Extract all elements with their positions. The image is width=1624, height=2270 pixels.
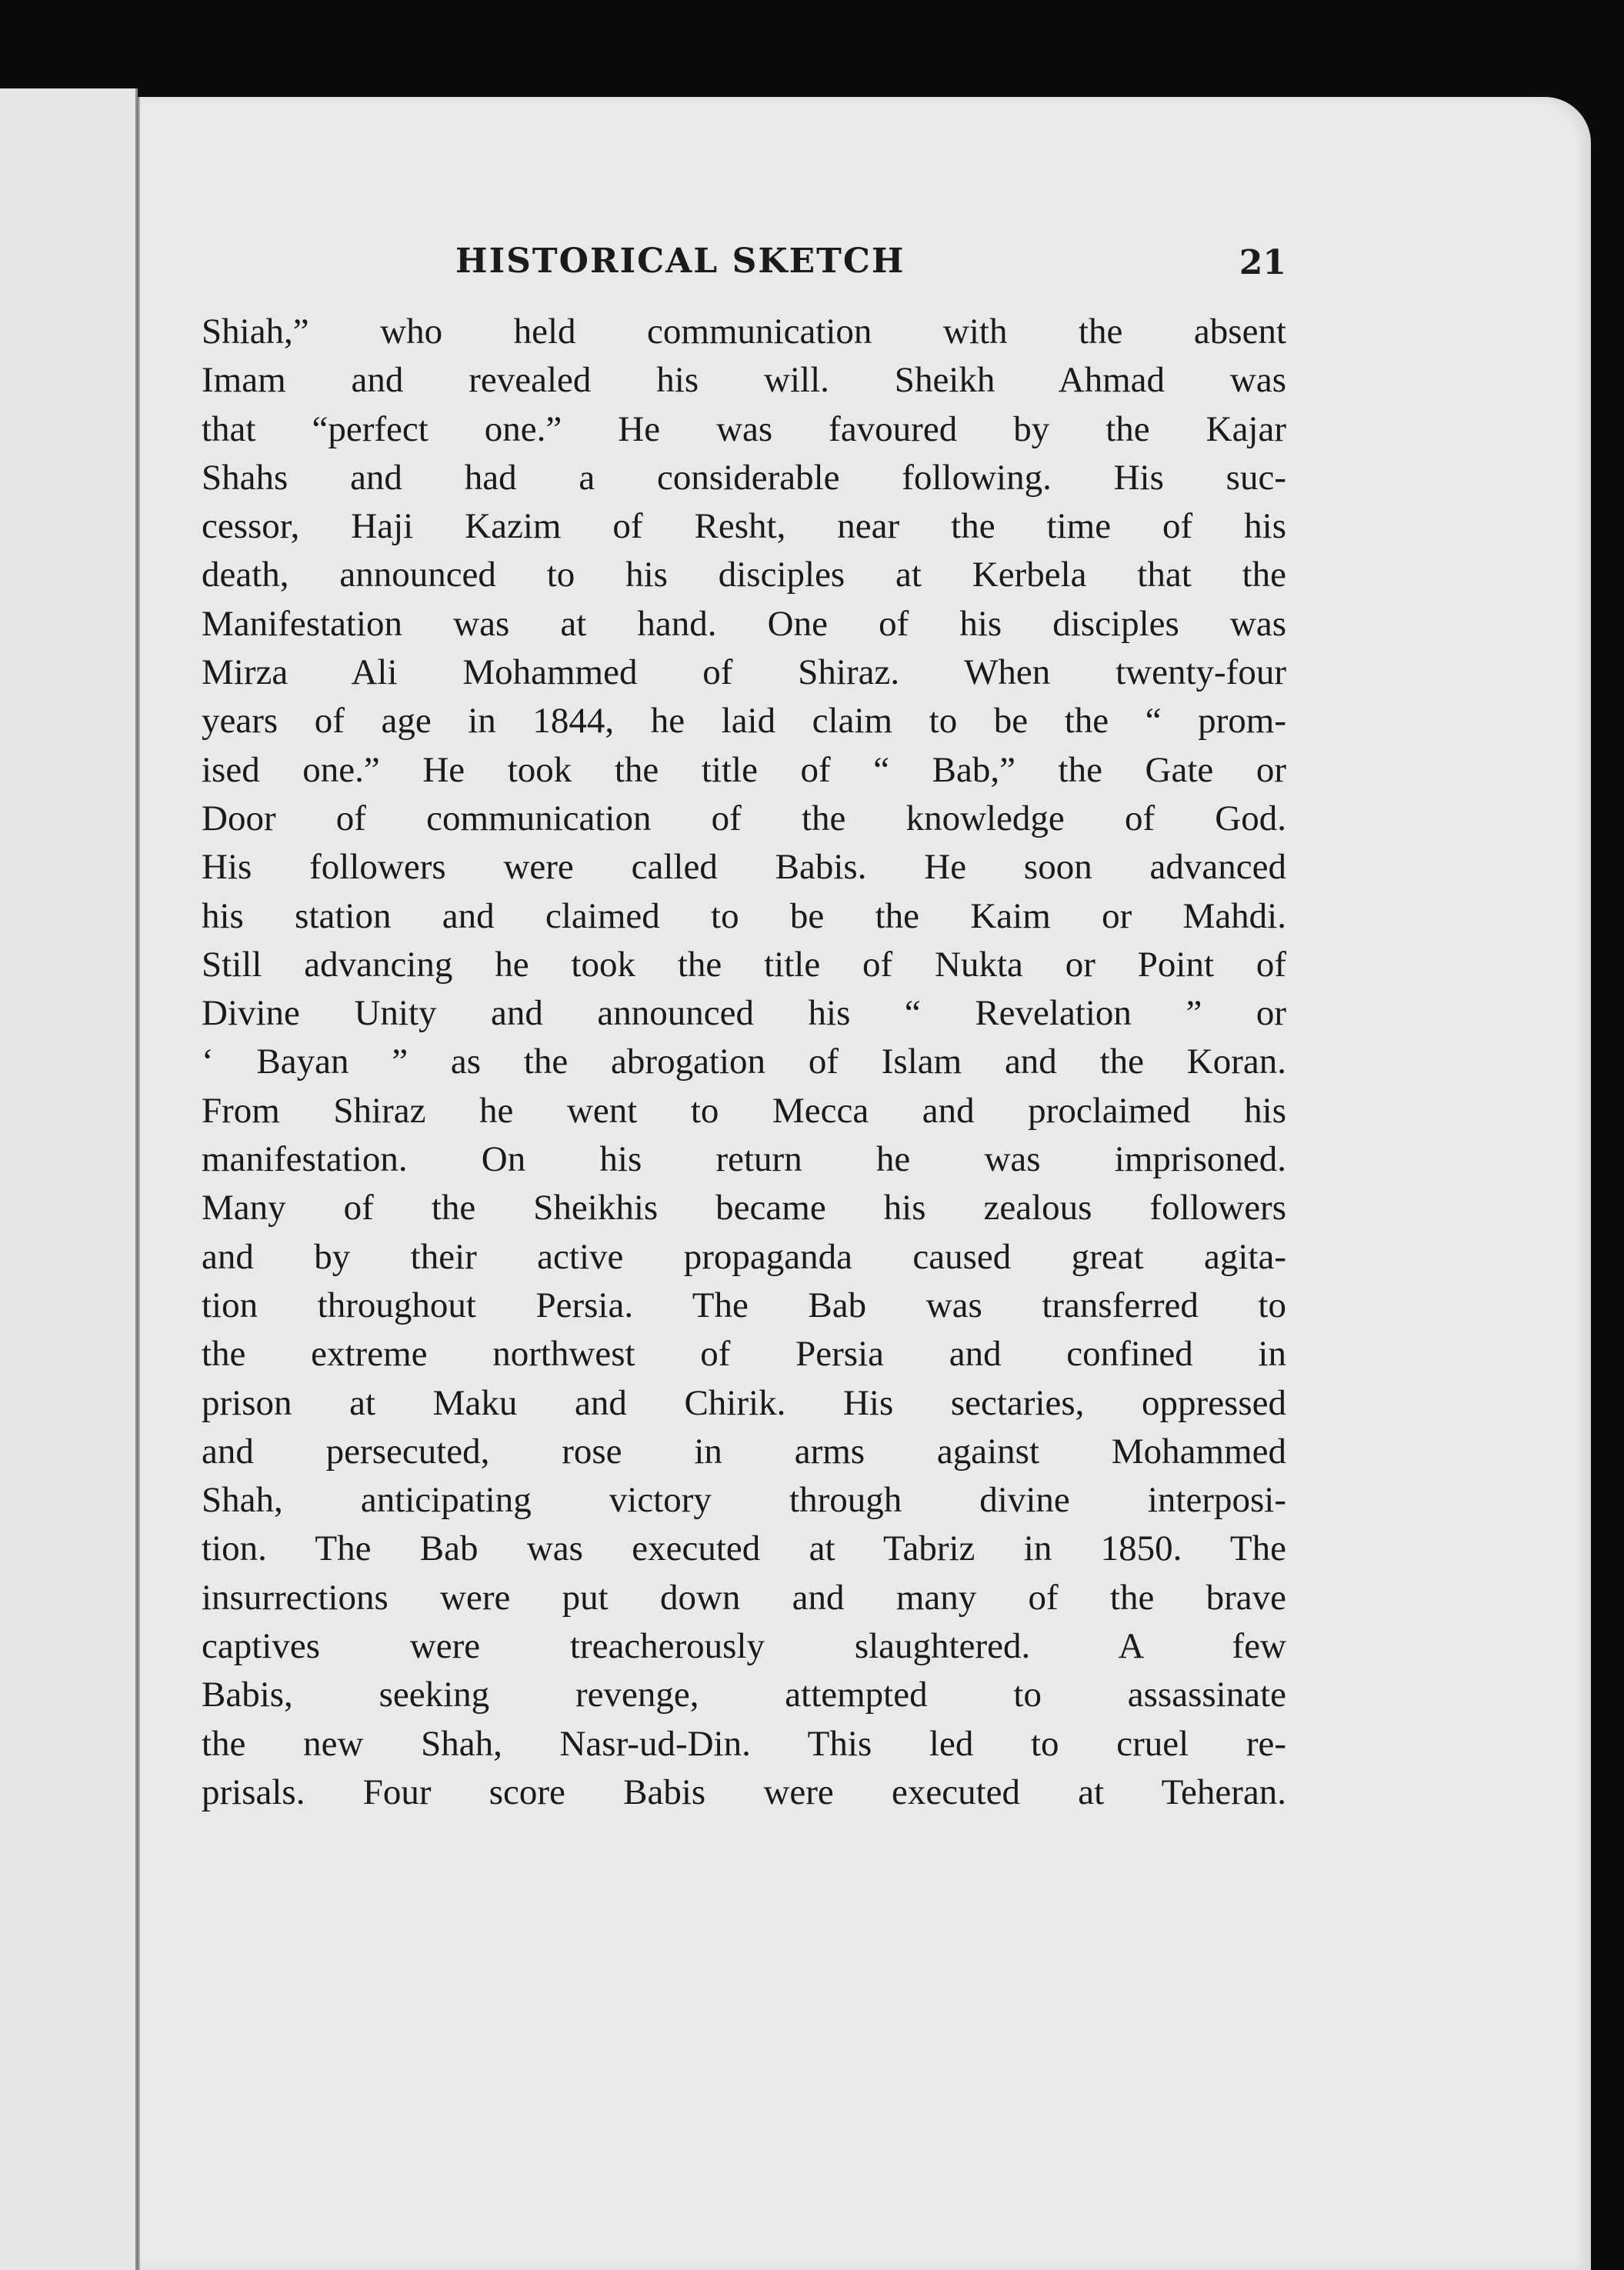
text-line: Divine Unity and announced his “ Revelation ” or — [202, 993, 1286, 1034]
text-line: captives were treacherously slaughtered. A few — [202, 1626, 1286, 1667]
text-line: His followers were called Babis. He soon advanced — [202, 847, 1286, 888]
running-header — [202, 228, 1286, 289]
text-line: that “perfect one.” He was favoured by the Kajar — [202, 408, 1286, 449]
text-line: Many of the Sheikhis became his zealous followers — [202, 1188, 1286, 1228]
text-line: Door of communication of the knowledge of God. — [202, 798, 1286, 838]
text-line: years of age in 1844, he laid claim to be the “ prom- — [202, 701, 1286, 742]
text-line: From Shiraz he went to Mecca and proclaimed his — [202, 1090, 1286, 1131]
text-line: Shiah,” who held communication with the absent — [202, 312, 1286, 352]
text-line: insurrections were put down and many of the brave — [202, 1577, 1286, 1618]
text-line: death, announced to his disciples at Kerbela that the — [202, 555, 1286, 595]
text-line: and persecuted, rose in arms against Mohammed — [202, 1431, 1286, 1472]
text-line: Still advancing he took the title of Nukta or Point of — [202, 944, 1286, 985]
text-line: prisals. Four score Babis were executed at Teheran. — [202, 1772, 1286, 1812]
text-line: Mirza Ali Mohammed of Shiraz. When twenty-four — [202, 652, 1286, 693]
text-line: tion throughout Persia. The Bab was transferred to — [202, 1285, 1286, 1325]
facing-page-edge — [0, 88, 138, 2270]
body-paragraph — [202, 308, 1286, 1817]
page-gutter — [137, 97, 140, 2270]
text-line: Imam and revealed his will. Sheikh Ahmad was — [202, 360, 1286, 401]
text-line: the extreme northwest of Persia and confined in — [202, 1334, 1286, 1375]
page-number: 21 — [1239, 243, 1286, 282]
text-line: ‘ Bayan ” as the abrogation of Islam and the Koran. — [202, 1042, 1286, 1082]
text-line: Shahs and had a considerable following. His suc- — [202, 457, 1286, 498]
text-line: his station and claimed to be the Kaim or Mahdi. — [202, 895, 1286, 936]
text-line: Manifestation was at hand. One of his disciples was — [202, 603, 1286, 644]
text-line: manifestation. On his return he was imprisoned. — [202, 1139, 1286, 1180]
text-line: the new Shah, Nasr-ud-Din. This led to cruel re- — [202, 1723, 1286, 1764]
text-line: tion. The Bab was executed at Tabriz in 1850. The — [202, 1528, 1286, 1569]
text-line: Shah, anticipating victory through divine interposi- — [202, 1480, 1286, 1521]
text-line: Babis, seeking revenge, attempted to assassinate — [202, 1675, 1286, 1715]
text-line: prison at Maku and Chirik. His sectaries, oppressed — [202, 1382, 1286, 1423]
text-line: cessor, Haji Kazim of Resht, near the time of his — [202, 506, 1286, 547]
running-title: HISTORICAL SKETCH — [455, 242, 905, 281]
text-line: ised one.” He took the title of “ Bab,” the Gate or — [202, 749, 1286, 790]
text-line: and by their active propaganda caused great agita- — [202, 1236, 1286, 1277]
